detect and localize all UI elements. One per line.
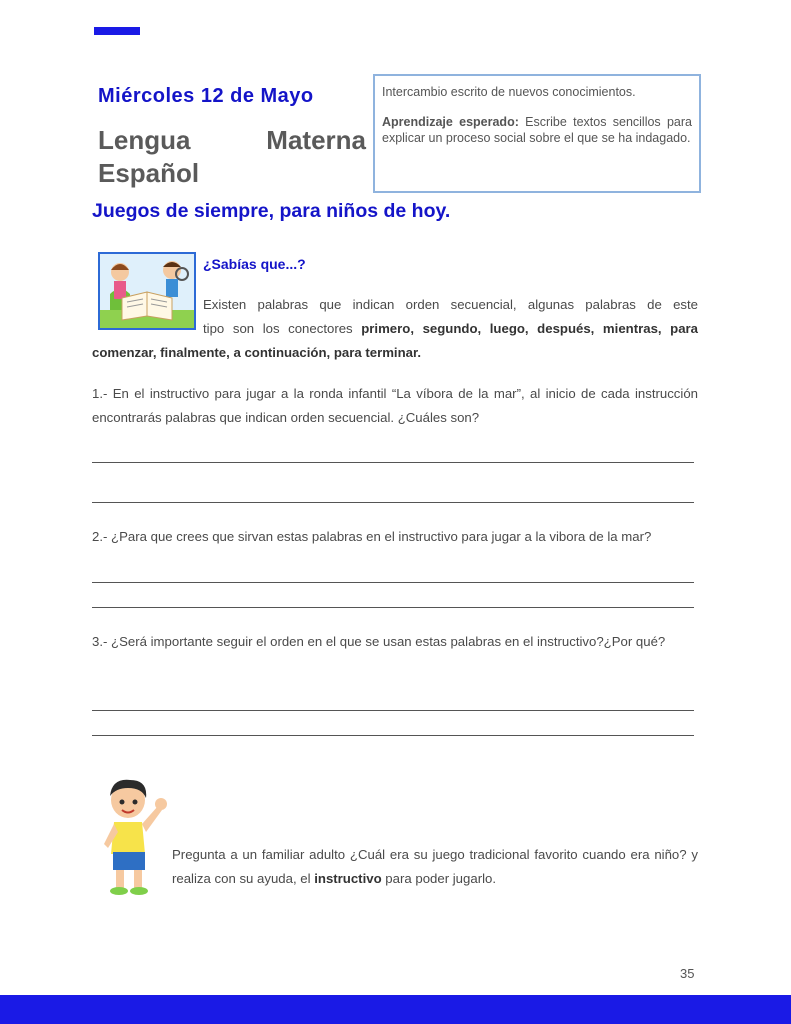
lesson-title: Juegos de siempre, para niños de hoy.	[92, 200, 451, 222]
learning-goal-box	[373, 74, 701, 193]
connectors-line-1: Existen palabras que indican orden secuencial, algunas palabras de este	[203, 297, 698, 312]
connectors-line-3	[92, 341, 698, 365]
answer-line-q3-b[interactable]	[92, 735, 694, 736]
bottom-accent-bar	[0, 995, 791, 1024]
info-goal	[382, 114, 692, 146]
answer-line-q2-a[interactable]	[92, 582, 694, 583]
page-number: 35	[680, 966, 695, 981]
task-text-after: para poder jugarlo.	[381, 871, 497, 886]
info-goal-text: Escribe textos sencillos para explicar un proceso social sobre el que se ha indagado.	[382, 115, 692, 145]
question-1: 1.- En el instructivo para jugar a la ronda infantil “La víbora de la mar”, al inicio de cada instrucción encontrarás palabras que indican orden secuencial. ¿Cuáles son?	[92, 386, 698, 425]
task-keyword: instructivo	[314, 871, 382, 886]
connectors-list-2: comenzar, finalmente, a continuación, para terminar.	[92, 345, 422, 360]
info-intro: Intercambio escrito de nuevos conocimientos.	[382, 85, 636, 99]
answer-line-q1-a[interactable]	[92, 462, 694, 463]
family-task	[172, 843, 698, 891]
connectors-intro: tipo son los conectores	[203, 321, 362, 336]
top-accent-bar	[94, 27, 140, 35]
did-you-know-heading: ¿Sabías que...?	[203, 256, 306, 272]
subject-line-2: Español	[98, 158, 200, 188]
info-goal-label: Aprendizaje esperado:	[382, 115, 519, 129]
connectors-paragraph	[92, 293, 698, 365]
lesson-date: Miércoles 12 de Mayo	[98, 85, 314, 107]
subject-title	[98, 124, 366, 190]
question-3: 3.- ¿Será importante seguir el orden en el que se usan estas palabras en el instructivo?¿Por qué?	[92, 634, 666, 649]
answer-line-q1-b[interactable]	[92, 502, 694, 503]
answer-line-q3-a[interactable]	[92, 710, 694, 711]
task-text-before: Pregunta a un familiar adulto ¿Cuál era su juego tradicional favorito cuando era niño? y realiza con su ayuda, el	[172, 847, 698, 886]
answer-line-q2-b[interactable]	[92, 607, 694, 608]
connectors-line-2	[92, 317, 698, 341]
waving-boy-illustration	[98, 778, 170, 898]
connectors-list-1: primero, segundo, luego, después, mientras, para	[361, 321, 699, 336]
subject-line-1: Lengua Materna	[98, 125, 366, 155]
question-2: 2.- ¿Para que crees que sirvan estas palabras en el instructivo para jugar a la vibora de la mar?	[92, 529, 652, 544]
